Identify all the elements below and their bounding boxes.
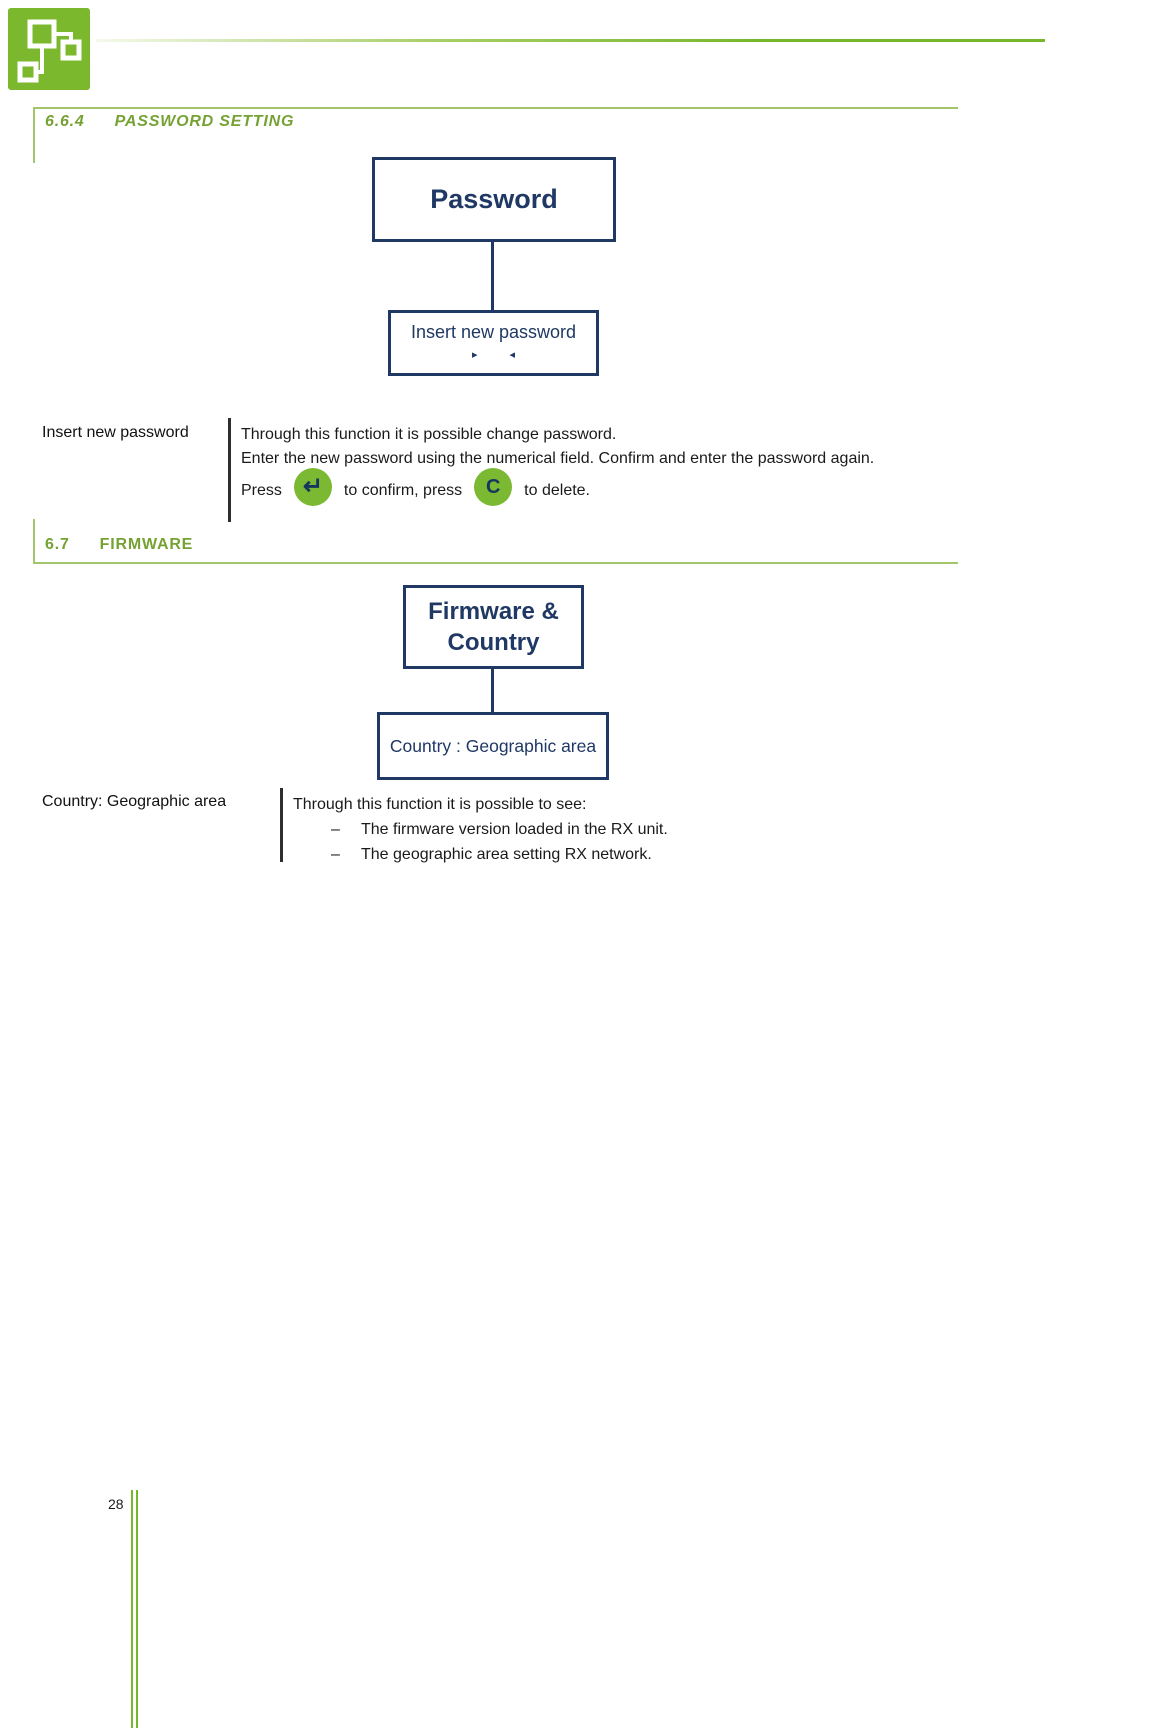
bullet-dash: – <box>331 821 340 838</box>
section-title: PASSWORD SETTING <box>114 113 295 130</box>
press-text-suffix: to delete. <box>524 482 590 499</box>
footer-rule <box>131 1490 133 1728</box>
flow-connector <box>491 669 494 712</box>
desc-intro: Through this function it is possible to see: <box>293 796 587 813</box>
desc-line: Through this function it is possible change password. <box>241 426 617 443</box>
row-label-country-geographic-area: Country: Geographic area <box>42 793 227 810</box>
row-label-insert-new-password: Insert new password <box>42 424 189 441</box>
flow-box-firmware-country <box>403 585 584 669</box>
section-67-left-rule <box>33 519 35 564</box>
section-67-bottom-rule <box>33 562 958 564</box>
bullet-item <box>331 842 943 867</box>
nav-arrows <box>391 348 596 361</box>
section-heading-firmware <box>45 536 193 554</box>
flow-box-password-label: Password <box>430 184 558 214</box>
bullet-dash: – <box>331 846 340 863</box>
footer-rule <box>136 1490 138 1728</box>
bullet-text: The geographic area setting RX network. <box>361 846 652 863</box>
flow-box-insert-label: Insert new password <box>410 322 577 342</box>
clear-key-icon <box>474 468 512 506</box>
firmware-description <box>293 792 943 867</box>
row-divider <box>280 788 283 862</box>
bullet-item <box>331 817 943 842</box>
bullet-text: The firmware version loaded in the RX unit. <box>361 821 668 838</box>
section-664-left-rule <box>33 107 35 163</box>
desc-line: Enter the new password using the numerical field. Confirm and enter the password again. <box>241 449 875 467</box>
section-heading-password-setting <box>45 113 294 131</box>
company-logo <box>8 8 90 90</box>
section-number: 6.7 <box>45 536 70 553</box>
enter-key-icon <box>294 468 332 506</box>
section-title: FIRMWARE <box>99 536 194 553</box>
arrow-left-icon: ◂ <box>509 349 516 361</box>
flow-box-firmware-line1: Firmware & <box>428 598 559 625</box>
enter-glyph: ↵ <box>302 473 323 500</box>
clear-glyph: C <box>485 476 501 498</box>
password-description <box>241 423 961 470</box>
flow-box-country-geographic-area <box>377 712 609 780</box>
flow-box-insert-new-password <box>388 310 599 376</box>
page-number: 28 <box>108 1496 124 1512</box>
header-rule <box>96 39 1045 42</box>
section-number: 6.6.4 <box>45 113 85 130</box>
section-664-top-rule <box>33 107 958 109</box>
flow-connector <box>491 242 494 310</box>
row-divider <box>228 418 231 522</box>
arrow-right-icon: ▸ <box>471 349 478 361</box>
press-text-prefix: Press <box>241 482 282 499</box>
flowchart-logo-icon <box>8 8 90 90</box>
press-instructions <box>241 468 590 506</box>
press-text-middle: to confirm, press <box>343 482 463 499</box>
flow-box-firmware-line2: Country <box>447 629 540 656</box>
flow-box-country-label: Country : Geographic area <box>389 735 597 756</box>
flow-box-password <box>372 157 616 242</box>
